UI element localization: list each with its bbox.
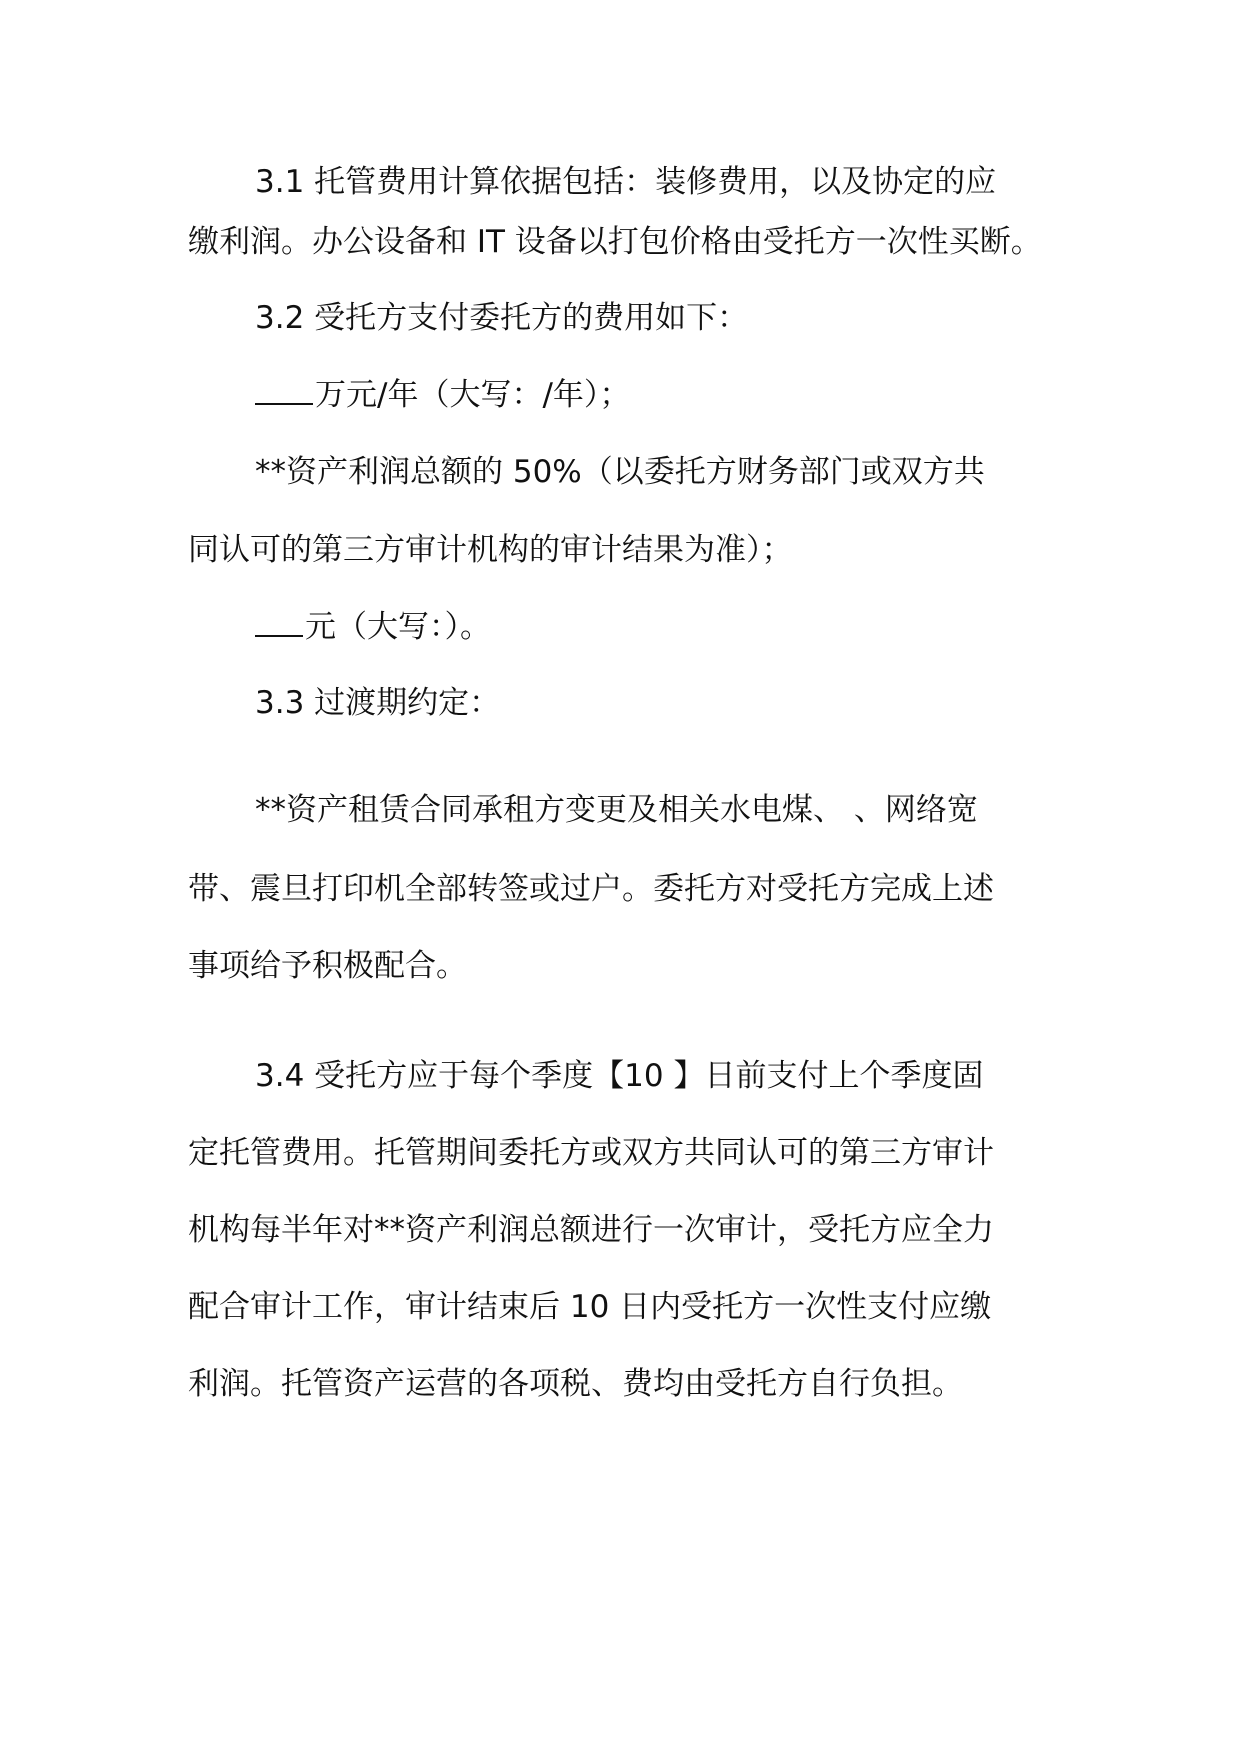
transition-line-2: 带、震旦打印机全部转签或过户。委托方对受托方完成上述 [188,871,994,907]
profit-share-line-2: 同认可的第三方审计机构的审计结果为准）； [188,532,793,568]
fee-yuan-text: 元（大写：）。 [305,609,491,645]
amount-blank [255,375,313,405]
clause-3-4-line-3: 机构每半年对**资产利润总额进行一次审计，受托方应全力 [188,1212,994,1248]
clause-3-4-line-5: 利润。托管资产运营的各项税、费均由受托方自行负担。 [188,1366,963,1402]
clause-3-2-heading: 3.2 受托方支付委托方的费用如下： [255,300,749,336]
fee-annual-text: 万元/年（大写：/年）； [315,377,631,413]
clause-3-4-line-1: 3.4 受托方应于每个季度【10 】日前支付上个季度固 [255,1058,984,1094]
transition-line-3: 事项给予积极配合。 [188,948,467,984]
fee-yuan-line [255,607,491,647]
fee-annual-line [255,375,630,415]
clause-3-3-heading: 3.3 过渡期约定： [255,685,501,721]
amount-blank [255,607,303,637]
transition-line-1: **资产租赁合同承租方变更及相关水电煤、 、网络宽 [255,792,978,828]
clause-3-4-line-4: 配合审计工作，审计结束后 10 日内受托方一次性支付应缴 [188,1289,992,1325]
clause-3-1-line-2: 缴利润。办公设备和 IT 设备以打包价格由受托方一次性买断。 [188,224,1042,260]
profit-share-line-1: **资产利润总额的 50%（以委托方财务部门或双方共 [255,454,985,490]
clause-3-4-line-2: 定托管费用。托管期间委托方或双方共同认可的第三方审计 [188,1135,994,1171]
clause-3-1-line-1: 3.1 托管费用计算依据包括：装修费用，以及协定的应 [255,164,997,200]
